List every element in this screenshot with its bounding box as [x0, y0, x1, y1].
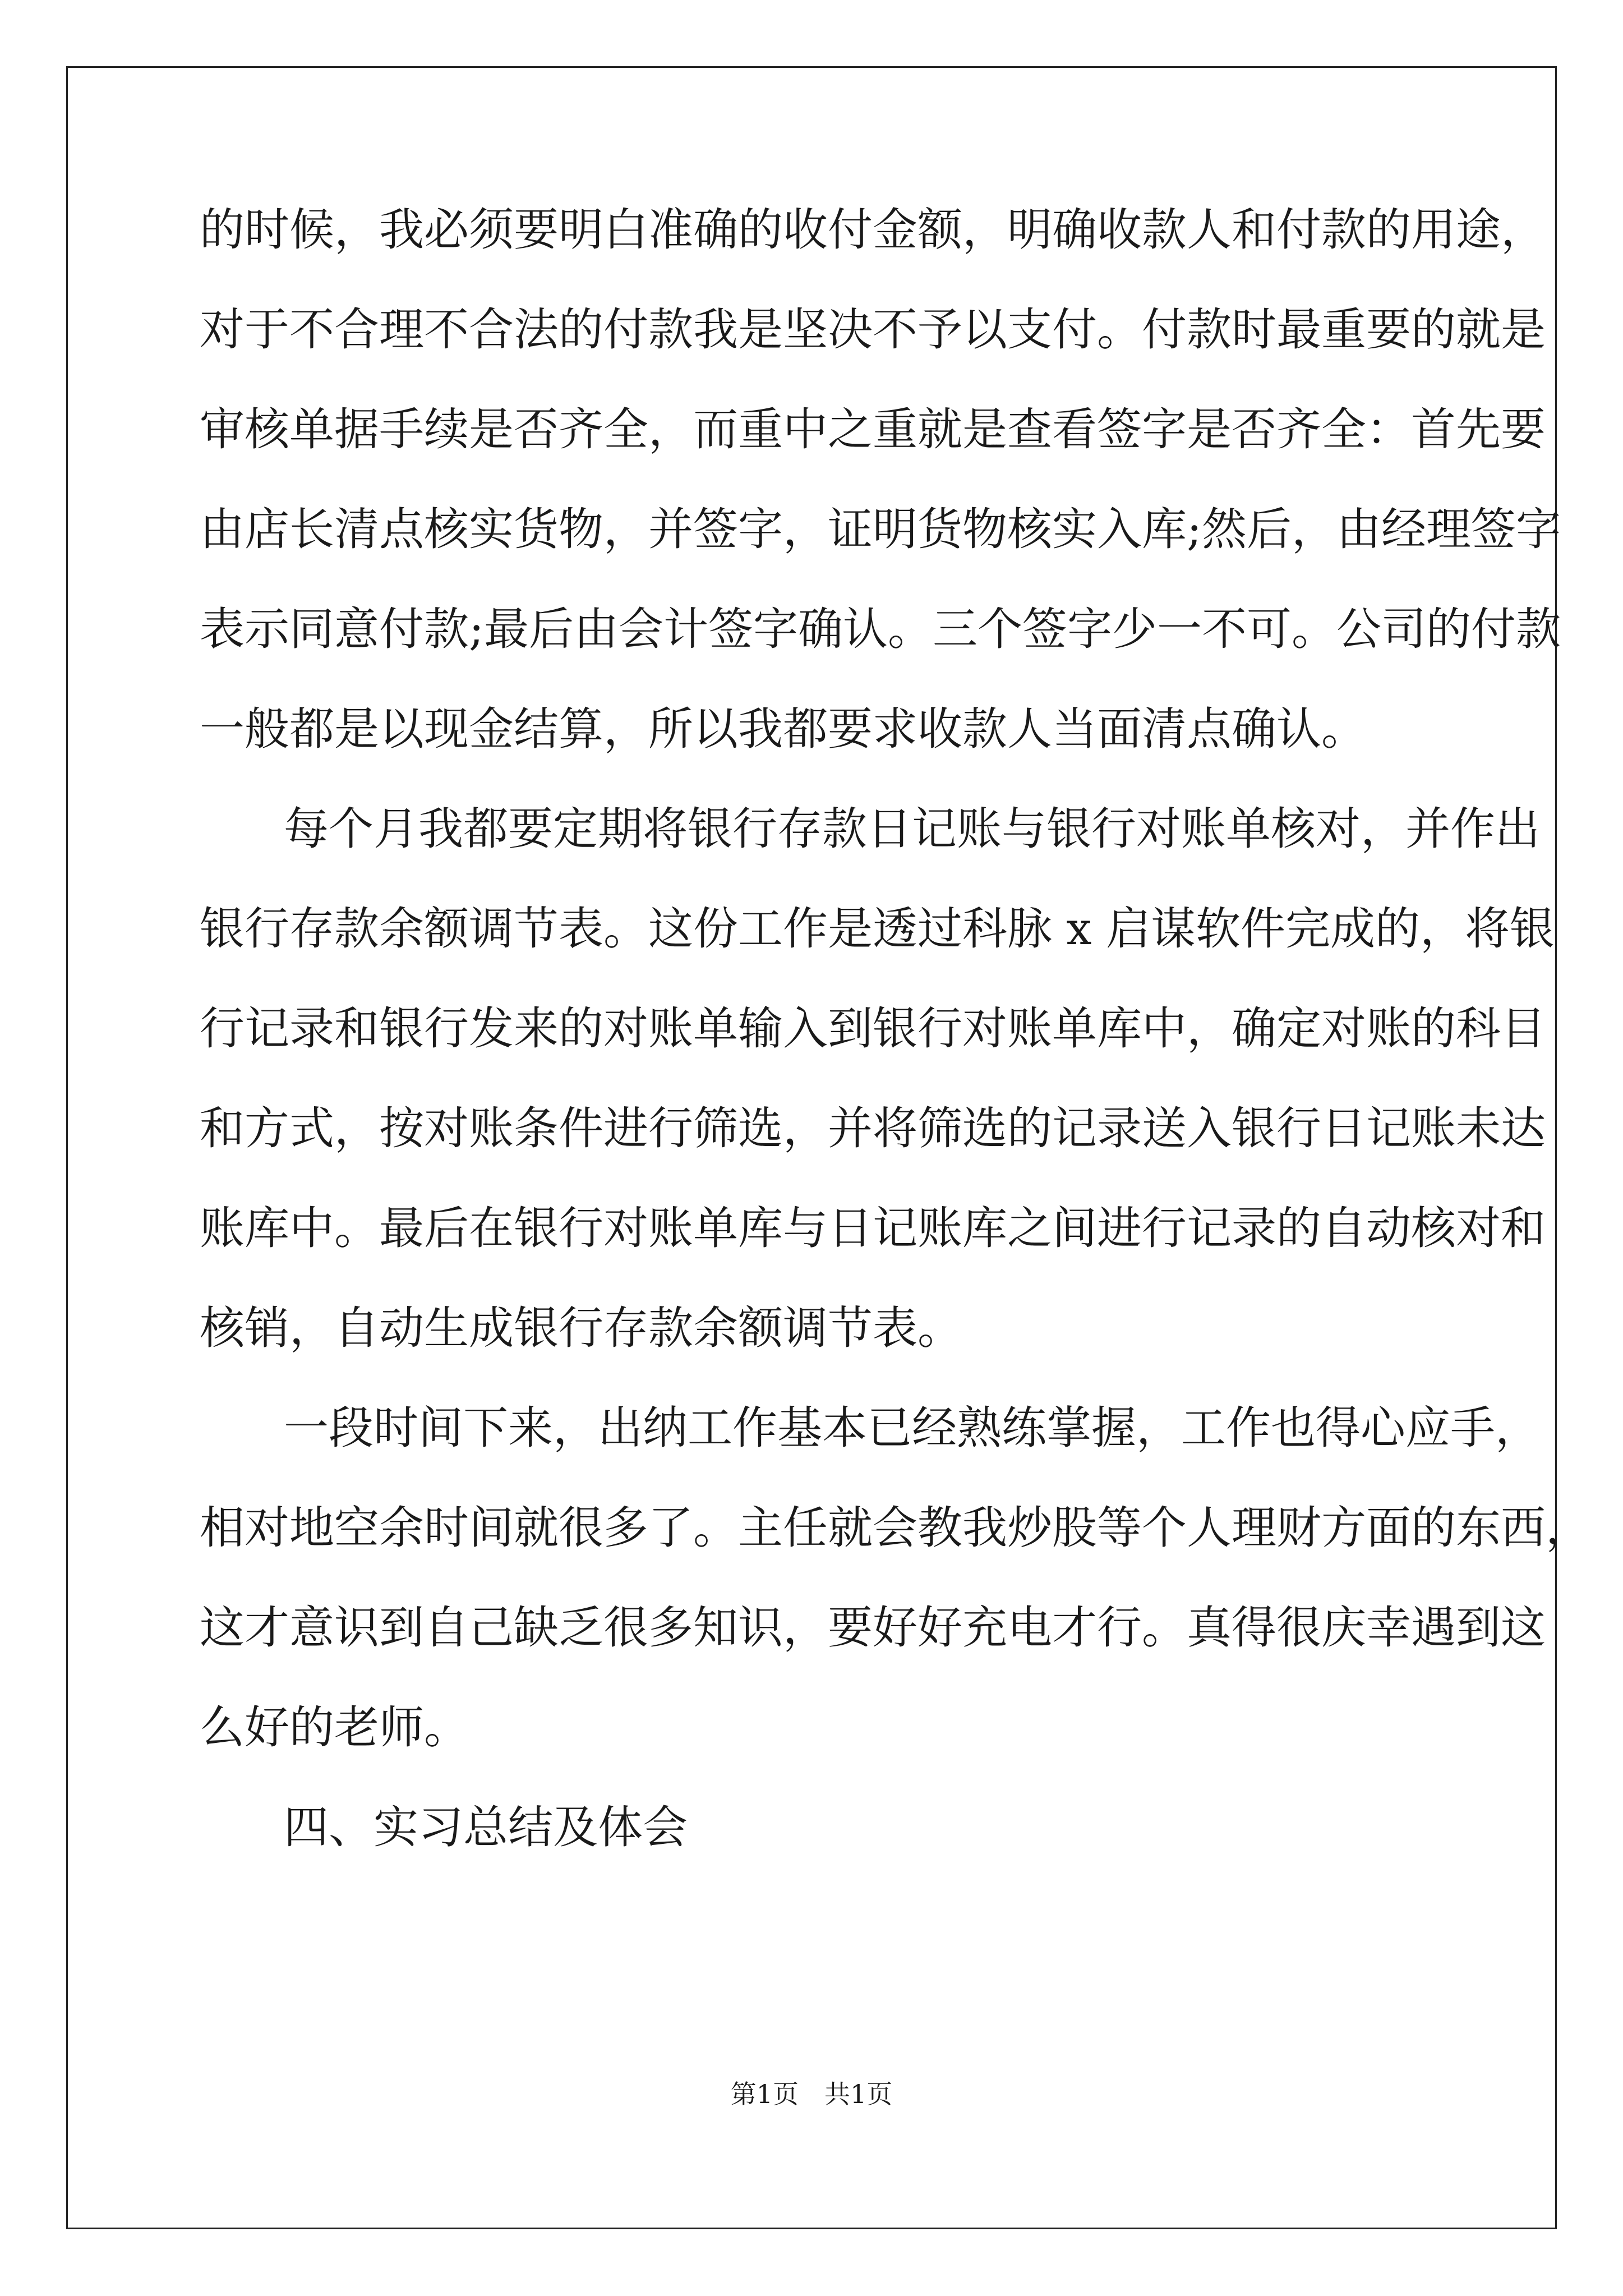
text-line: 核销，自动生成银行存款余额调节表。 — [200, 1302, 962, 1354]
text-line: 行记录和银行发来的对账单输入到银行对账单库中，确定对账的科目 — [200, 1002, 1546, 1055]
text-line: 相对地空余时间就很多了。主任就会教我炒股等个人理财方面的东西， — [200, 1502, 1590, 1554]
text-line: 由店长清点核实货物，并签字，证明货物核实入库;然后，由经理签字 — [200, 503, 1561, 555]
text-line: 么好的老师。 — [200, 1701, 469, 1754]
text-line: 对于不合理不合法的付款我是坚决不予以支付。付款时最重要的就是 — [200, 303, 1546, 356]
section-heading: 四、实习总结及体会 — [284, 1801, 688, 1853]
page-footer — [0, 2077, 1623, 2111]
text-line: 银行存款余额调节表。这份工作是透过科脉 x 启谋软件完成的，将银 — [200, 903, 1555, 955]
text-line: 这才意识到自己缺乏很多知识，要好好充电才行。真得很庆幸遇到这 — [200, 1602, 1546, 1654]
text-line: 表示同意付款;最后由会计签字确认。三个签字少一不可。公司的付款 — [200, 603, 1561, 655]
text-line: 一般都是以现金结算，所以我都要求收款人当面清点确认。 — [200, 703, 1366, 755]
text-line: 账库中。最后在银行对账单库与日记账库之间进行记录的自动核对和 — [200, 1202, 1546, 1254]
page-total: 共1页 — [824, 2079, 893, 2109]
paragraph-first-line: 每个月我都要定期将银行存款日记账与银行对账单核对，并作出 — [284, 803, 1540, 855]
text-line: 审核单据手续是否齐全，而重中之重就是查看签字是否齐全：首先要 — [200, 403, 1546, 455]
text-line: 和方式，按对账条件进行筛选，并将筛选的记录送入银行日记账未达 — [200, 1102, 1546, 1154]
text-line: 的时候，我必须要明白准确的收付金额，明确收款人和付款的用途， — [200, 204, 1546, 256]
page-number: 第1页 — [730, 2079, 799, 2109]
paragraph-first-line: 一段时间下来，出纳工作基本已经熟练掌握，工作也得心应手， — [284, 1402, 1540, 1454]
